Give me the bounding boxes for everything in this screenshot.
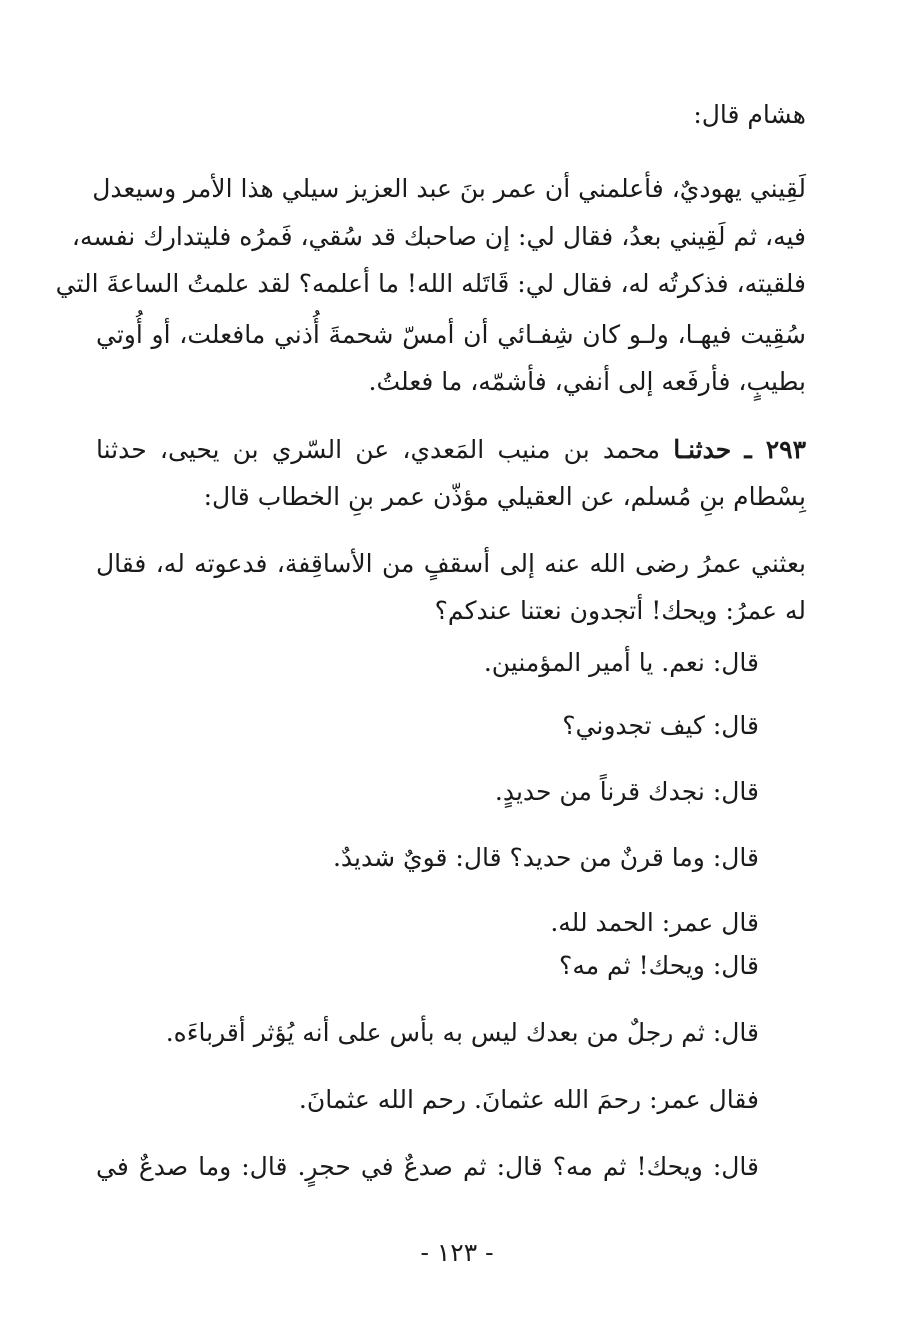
paragraph1-line-2: فيه، ثم لَقِيني بعدُ، فقال لي: إن صاحبك قد سُقي، فَمرُه فليتدارك نفسه، — [71, 222, 806, 251]
hadith-293-line-1 — [96, 433, 806, 467]
paragraph1-line-4: سُقِيت فيهـا، ولـو كان شِفـائي أن أمسّ شحمةَ أُذني مافعلت، أو أُوتي — [96, 320, 806, 349]
paragraph2-line-1: بعثني عمرُ رضى الله عنه إلى أسقفٍ من الأساقِفة، فدعوته له، فقال — [96, 549, 806, 578]
intro-line: هشام قال: — [693, 100, 806, 129]
page-number: - ١٢٣ - — [420, 1238, 494, 1267]
hadith-293-line-2: بِسْطام بنِ مُسلم، عن العقيلي مؤذّن عمر بنِ الخطاب قال: — [203, 482, 806, 511]
dialogue-line-1: قال: نعم. يا أمير المؤمنين. — [483, 648, 759, 677]
paragraph1-line-3: فلقيته، فذكرتُه له، فقال لي: قَاتَله الله! ما أعلمه؟ لقد علمتُ الساعةَ التي — [55, 269, 806, 298]
dialogue-line-4: قال: وما قرنٌ من حديد؟ قال: قويٌ شديدٌ. — [332, 843, 759, 872]
dialogue-line-7: قال: ثم رجلٌ من بعدك ليس به بأس على أنه يُؤثر أقرباءَه. — [165, 1018, 759, 1047]
dialogue-line-3: قال: نجدك قرناً من حديدٍ. — [494, 777, 759, 806]
paragraph1-line-5: بطيبٍ، فأرفَعه إلى أنفي، فأشمّه، ما فعلتُ. — [368, 367, 806, 396]
hadith-line1-rest: محمد بن منيب المَعدي، عن السّري بن يحيى، حدثنا — [96, 435, 660, 464]
paragraph1-line-1: لَقِيني يهوديٌ، فأعلمني أن عمر بنَ عبد العزيز سيلي هذا الأمر وسيعدل — [92, 174, 806, 203]
hadith-keyword: حدثنـا — [673, 435, 732, 464]
last-line: قال: ويحك! ثم مه؟ قال: ثم صدعٌ في حجرٍ. قال: وما صدعٌ في — [96, 1152, 759, 1181]
dialogue-line-6: قال: ويحك! ثم مه؟ — [559, 951, 759, 980]
dialogue-line-2: قال: كيف تجدوني؟ — [562, 711, 759, 740]
paragraph2-line-2: له عمرُ: ويحك! أتجدون نعتنا عندكم؟ — [434, 596, 806, 625]
dialogue-line-8: فقال عمر: رحمَ الله عثمانَ. رحم الله عثمانَ. — [298, 1085, 759, 1114]
dialogue-line-5: قال عمر: الحمد لله. — [550, 908, 759, 937]
hadith-number: ٢٩٣ ـ — [744, 435, 807, 464]
